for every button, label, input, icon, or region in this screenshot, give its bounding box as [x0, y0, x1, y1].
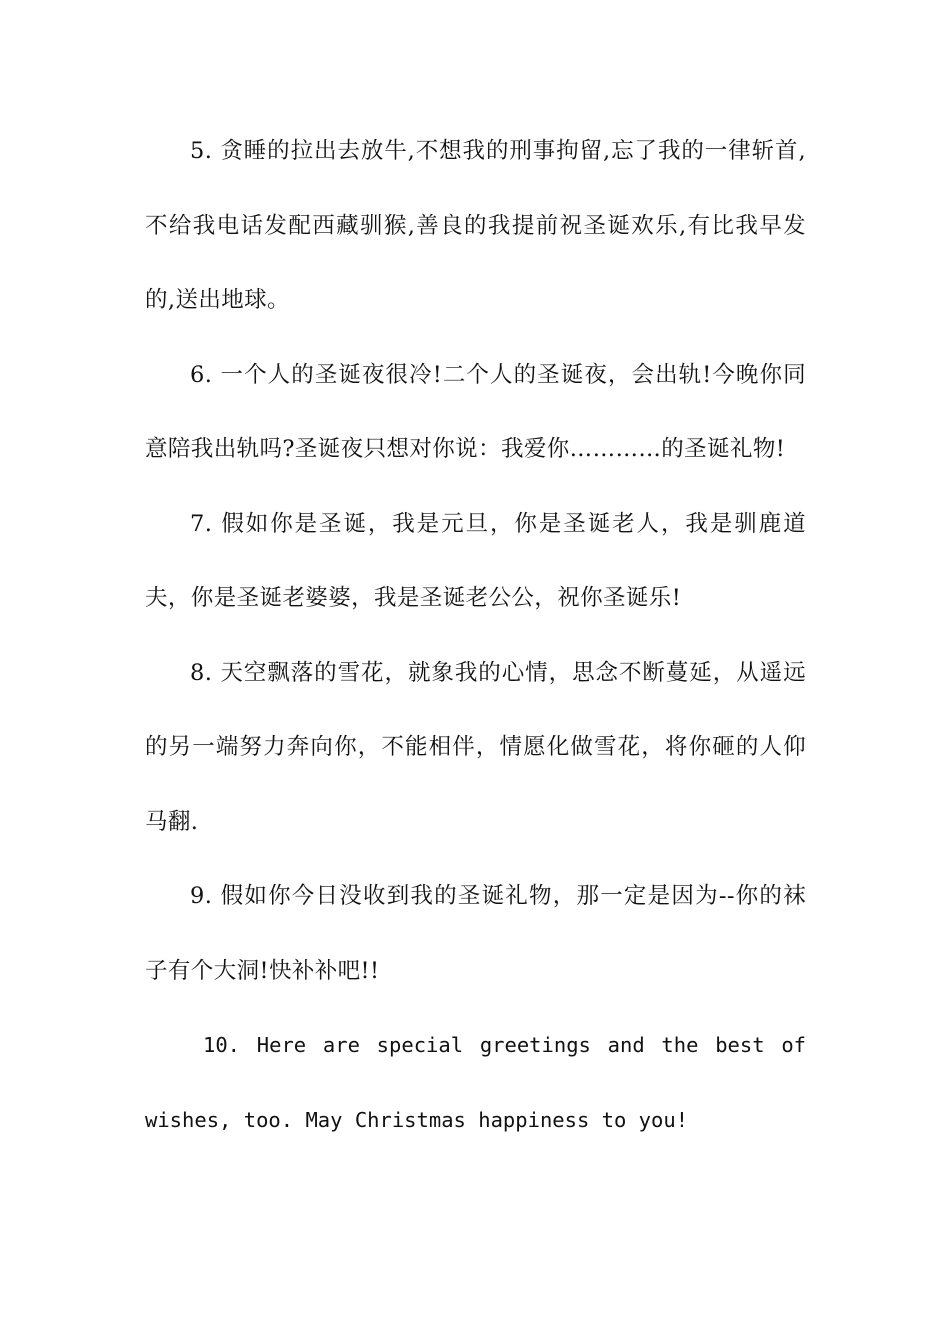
- paragraph-item-10: 10. Here are special greetings and the best of wishes, too. May Christmas happiness to you!: [145, 1033, 806, 1132]
- paragraph-item-9: 9. 假如你今日没收到我的圣诞礼物，那一定是因为--你的袜子有个大洞!快补补吧!!: [145, 883, 806, 984]
- paragraph-item-8: 8. 天空飘落的雪花，就象我的心情，思念不断蔓延，从遥远的另一端努力奔向你，不能相伴，情愿化做雪花，将你砸的人仰马翻.: [145, 659, 806, 835]
- paragraph-item-7: 7. 假如你是圣诞，我是元旦，你是圣诞老人，我是驯鹿道夫，你是圣诞老婆婆，我是圣诞老公公，祝你圣诞乐!: [145, 510, 806, 611]
- document-body: [145, 114, 806, 1157]
- paragraph-item-6: 6. 一个人的圣诞夜很冷!二个人的圣诞夜，会出轨!今晚你同意陪我出轨吗?圣诞夜只想对你说：我爱你…………的圣诞礼物!: [145, 361, 806, 462]
- paragraph-item-5: 5. 贪睡的拉出去放牛,不想我的刑事拘留,忘了我的一律斩首,不给我电话发配西藏驯猴,善良的我提前祝圣诞欢乐,有比我早发的,送出地球。: [145, 138, 806, 313]
